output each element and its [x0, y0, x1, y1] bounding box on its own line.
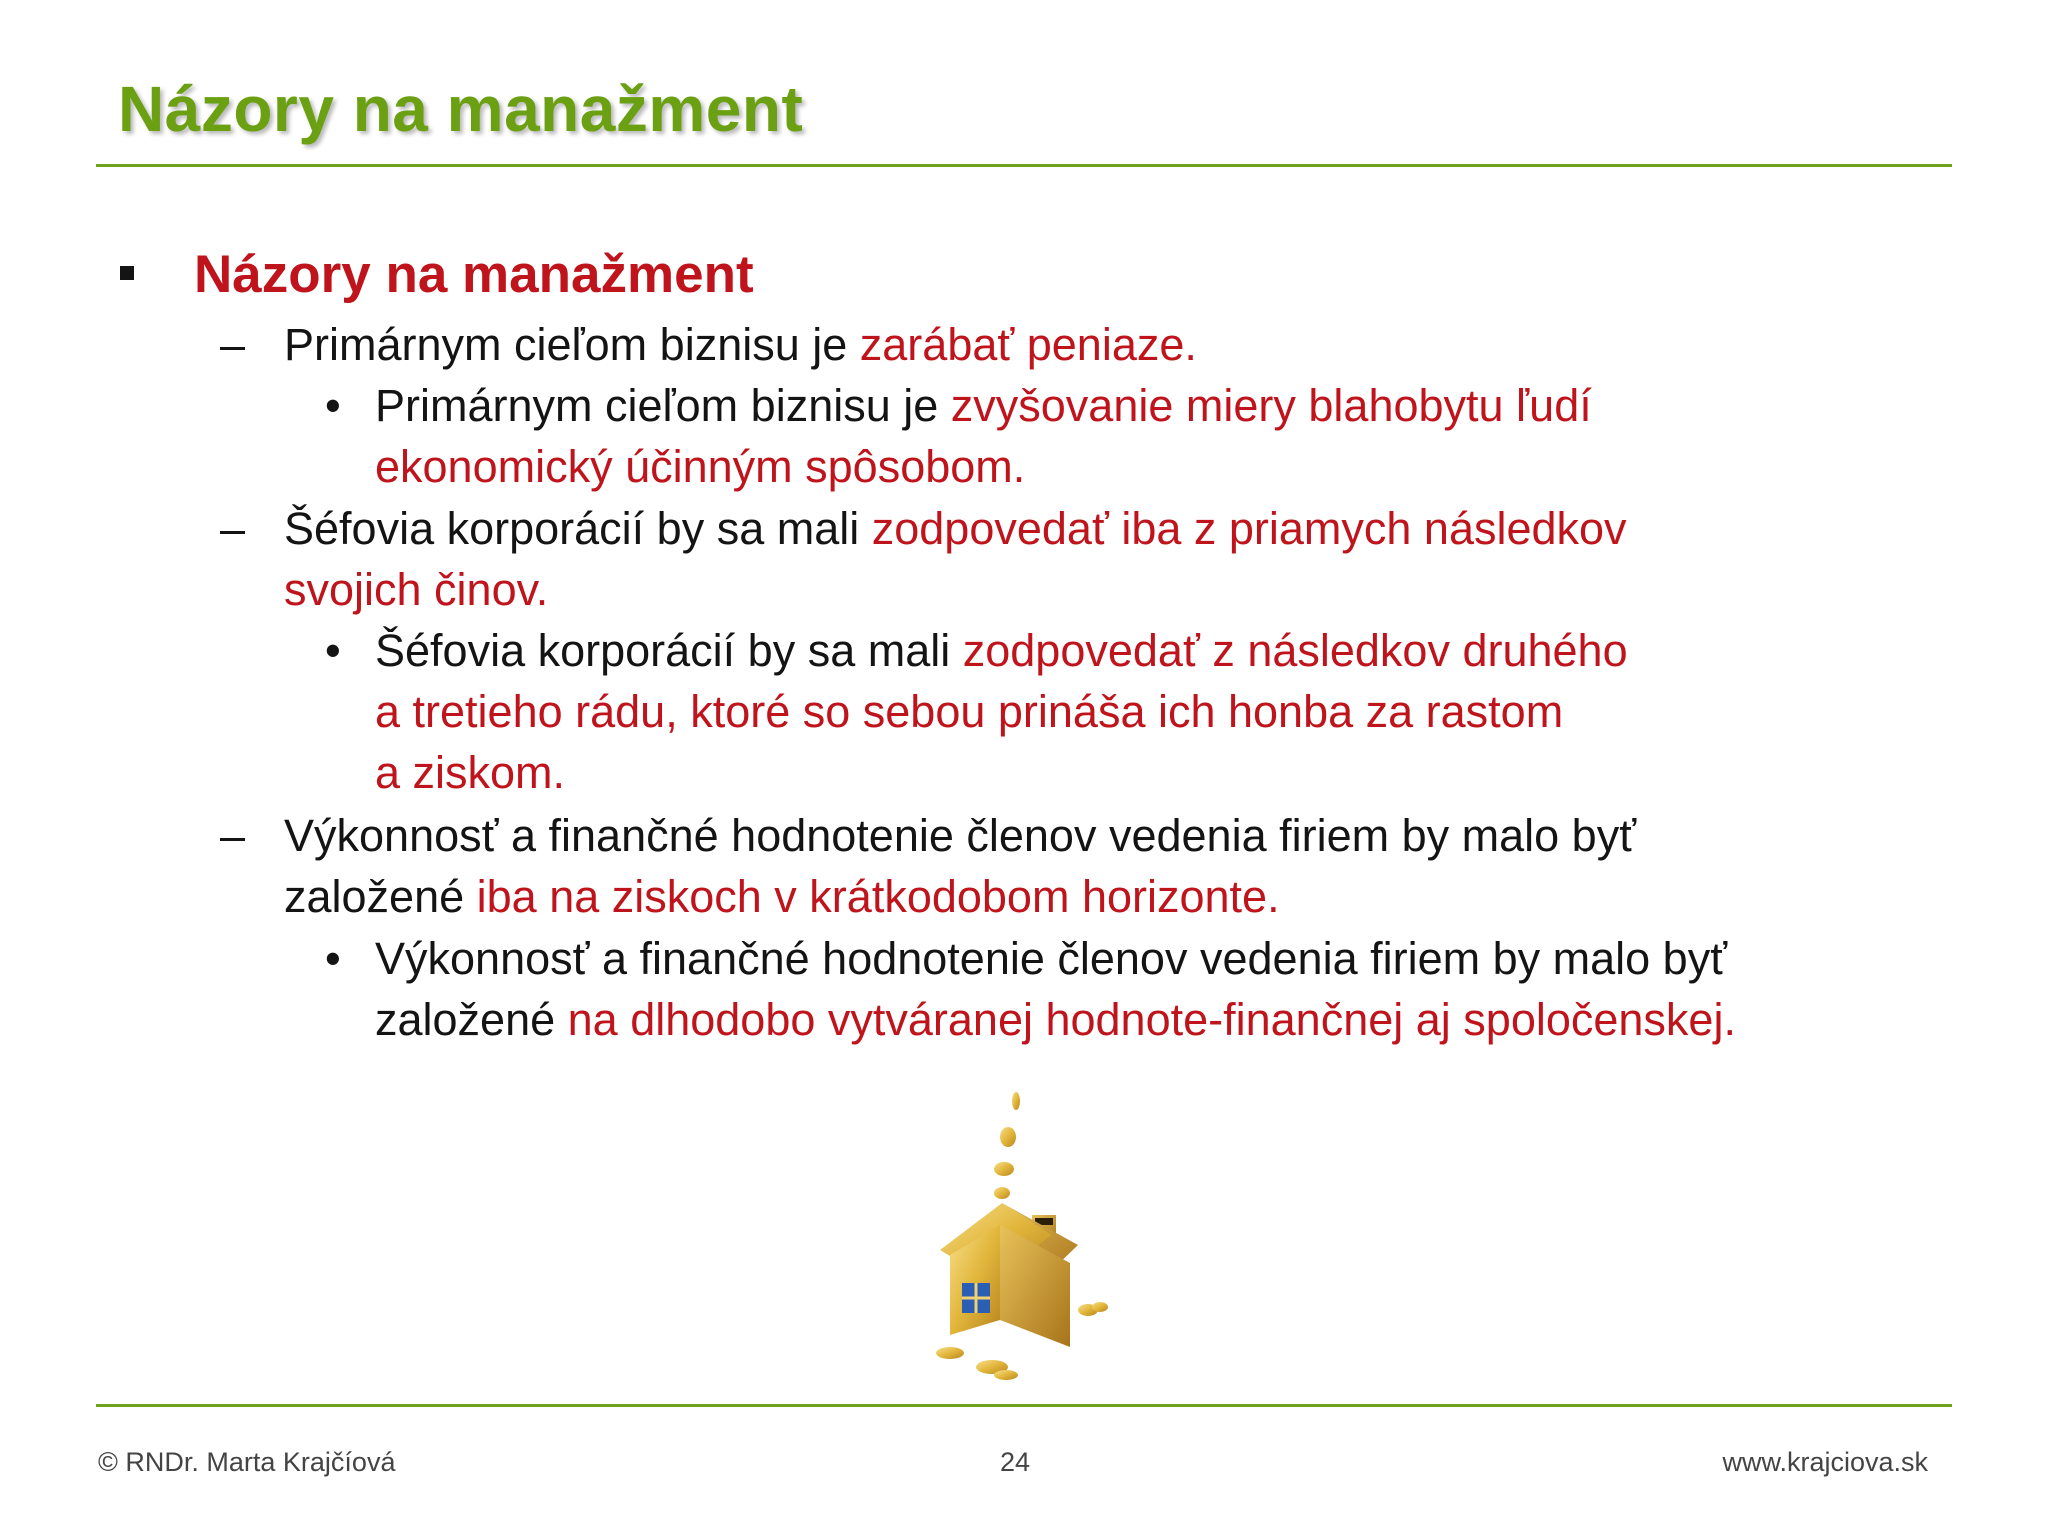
footer-divider: [96, 1404, 1952, 1407]
item-highlight: zarábať peniaze.: [859, 319, 1197, 370]
item-text: Šéfovia korporácií by sa mali: [375, 625, 963, 676]
item-highlight: na dlhodobo vytváranej hodnote-finančnej aj spoločenskej.: [567, 994, 1736, 1045]
item-highlight-cont: ekonomický účinným spôsobom.: [375, 441, 1026, 492]
dot-marker: •: [325, 625, 341, 676]
title-divider: [96, 164, 1952, 167]
item-highlight: zvyšovanie miery blahobytu ľudí: [950, 380, 1592, 431]
item-text: Primárnym cieľom biznisu je: [284, 319, 860, 370]
item-text: Primárnym cieľom biznisu je: [375, 380, 951, 431]
item-highlight: iba na ziskoch v krátkodobom horizonte.: [476, 871, 1280, 922]
main-heading: Názory na manažment: [194, 245, 754, 304]
dash-marker: –: [220, 319, 246, 370]
item-highlight-cont: a ziskom.: [375, 747, 566, 798]
dot-marker: •: [325, 380, 341, 431]
item-highlight: zodpovedať z následkov druhého: [962, 625, 1628, 676]
golden-house-coins-icon: [920, 1085, 1140, 1385]
slide-title: Názory na manažment: [118, 73, 804, 145]
footer-website: www.krajciova.sk: [1722, 1447, 1928, 1477]
dash-marker: –: [220, 503, 246, 554]
page-number: 24: [1000, 1447, 1031, 1477]
item-text-cont: založené: [284, 871, 477, 922]
item-text: Výkonnosť a finančné hodnotenie členov vedenia firiem by malo byť: [284, 810, 1637, 861]
dash-marker: –: [220, 810, 246, 861]
item-highlight-cont: svojich činov.: [284, 564, 549, 615]
item-text: Výkonnosť a finančné hodnotenie členov vedenia firiem by malo byť: [375, 933, 1728, 984]
item-highlight-cont: a tretieho rádu, ktoré so sebou prináša ich honba za rastom: [375, 686, 1564, 737]
dot-marker: •: [325, 933, 341, 984]
square-bullet-icon: [120, 266, 134, 280]
item-text-cont: založené: [375, 994, 568, 1045]
footer-author: © RNDr. Marta Krajčíová: [98, 1447, 396, 1477]
item-highlight: zodpovedať iba z priamych následkov: [871, 503, 1627, 554]
item-text: Šéfovia korporácií by sa mali: [284, 503, 872, 554]
